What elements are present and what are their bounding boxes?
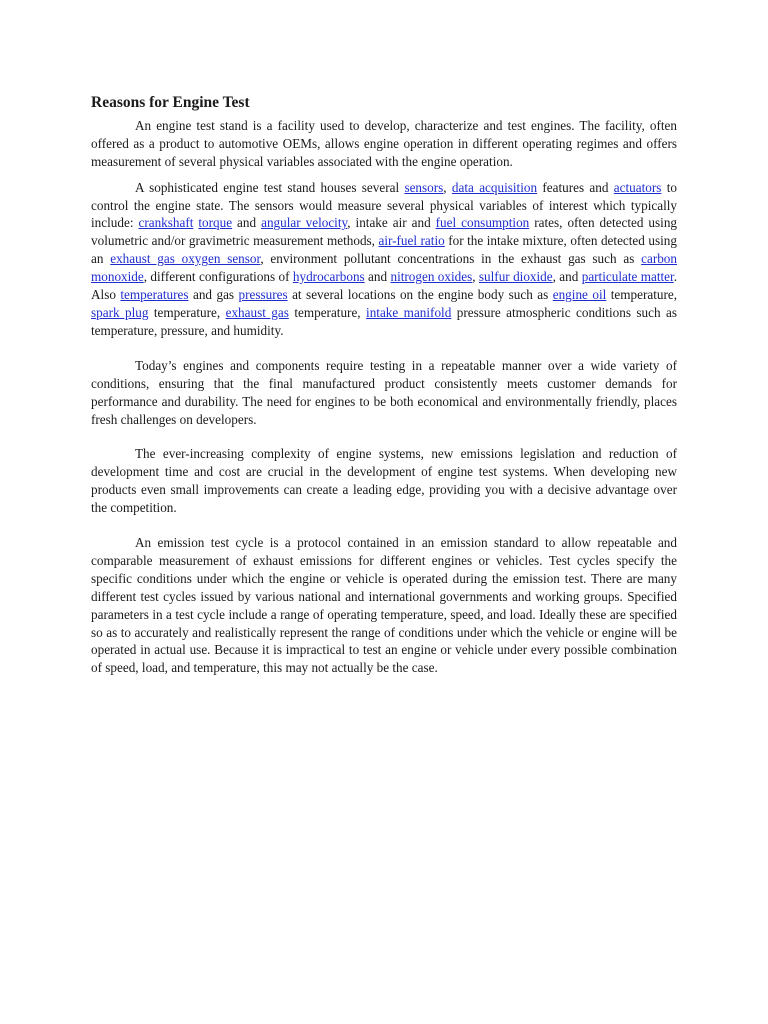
- link-air-fuel-ratio[interactable]: air-fuel ratio: [378, 233, 445, 249]
- paragraph-sensors: A sophisticated engine test stand houses several sensors, data acquisition features and actuators to control the engine state. The sensors would measure several physical variables of interest which typically include: crankshaft torque and angular velocity, intake air and fuel consumption rates, often detected using volumetric and/or gravimetric measurement methods, air-fuel ratio for the intake mixture, often detected using an exhaust gas oxygen sensor, environment pollutant concentrations in the exhaust gas such as carbon monoxide, different configurations of hydrocarbons and nitrogen oxides, sulfur dioxide, and particulate matter. Also temperatures and gas pressures at several locations on the engine body such as engine oil temperature, spark plug temperature, exhaust gas temperature, intake manifold pressure atmospheric conditions such as temperature, pressure, and humidity.: [91, 179, 678, 338]
- link-sulfur-dioxide[interactable]: sulfur dioxide: [478, 269, 553, 285]
- link-exhaust-gas-oxygen-sensor[interactable]: exhaust gas oxygen sensor: [110, 251, 261, 267]
- link-data-acquisition[interactable]: data acquisition: [451, 179, 538, 195]
- link-exhaust-gas[interactable]: exhaust gas: [225, 304, 289, 320]
- link-angular-velocity[interactable]: angular velocity: [261, 215, 348, 231]
- link-torque[interactable]: torque: [198, 215, 233, 231]
- link-intake-manifold[interactable]: intake manifold: [366, 304, 452, 320]
- link-nitrogen-oxides[interactable]: nitrogen oxides: [390, 269, 473, 285]
- paragraph-todays-engines: Today’s engines and components require testing in a repeatable manner over a wide variety of conditions, ensuring that the final manufactured product consistently meets customer demands for performance and durability. The need for engines to be both economical and environmentally friendly, places fresh challenges on developers.: [91, 357, 677, 427]
- document-title: Reasons for Engine Test: [91, 94, 250, 111]
- link-sensors[interactable]: sensors: [404, 179, 444, 195]
- paragraph-complexity: The ever-increasing complexity of engine systems, new emissions legislation and reduction of development time and cost are crucial in the development of engine test systems. When developing new products even small improvements can create a leading edge, providing you with a decisive advantage over the competition.: [91, 446, 677, 516]
- link-pressures[interactable]: pressures: [238, 287, 288, 303]
- link-temperatures[interactable]: temperatures: [120, 287, 189, 303]
- paragraph-emission-test-cycle: An emission test cycle is a protocol contained in an emission standard to allow repeatable and comparable measurement of exhaust emissions for different engines or vehicles. Test cycles specify the specific conditions under which the engine or vehicle is operated during the emission test. There are many different test cycles issued by various national and international governments and working groups. Specified parameters in a test cycle include a range of operating temperature, speed, and load. Ideally these are specified so as to accurately and realistically represent the range of conditions under which the vehicle or engine will be operated in actual use. Because it is impractical to test an engine or vehicle under every possible combination of speed, load, and temperature, this may not actually be the case.: [91, 535, 677, 676]
- paragraph-intro: An engine test stand is a facility used to develop, characterize and test engines. The facility, often offered as a product to automotive OEMs, allows engine operation in different operating regimes and offers measurement of several physical variables associated with the engine operation.: [91, 117, 677, 169]
- link-engine-oil[interactable]: engine oil: [552, 287, 607, 303]
- link-actuators[interactable]: actuators: [613, 179, 662, 195]
- link-carbon-monoxide[interactable]: carbon monoxide: [91, 251, 677, 285]
- link-spark-plug[interactable]: spark plug: [91, 304, 149, 320]
- link-particulate-matter[interactable]: particulate matter: [581, 269, 674, 285]
- link-crankshaft[interactable]: crankshaft: [138, 215, 194, 231]
- document-page: [91, 92, 677, 677]
- link-fuel-consumption[interactable]: fuel consumption: [435, 215, 530, 231]
- link-hydrocarbons[interactable]: hydrocarbons: [292, 269, 365, 285]
